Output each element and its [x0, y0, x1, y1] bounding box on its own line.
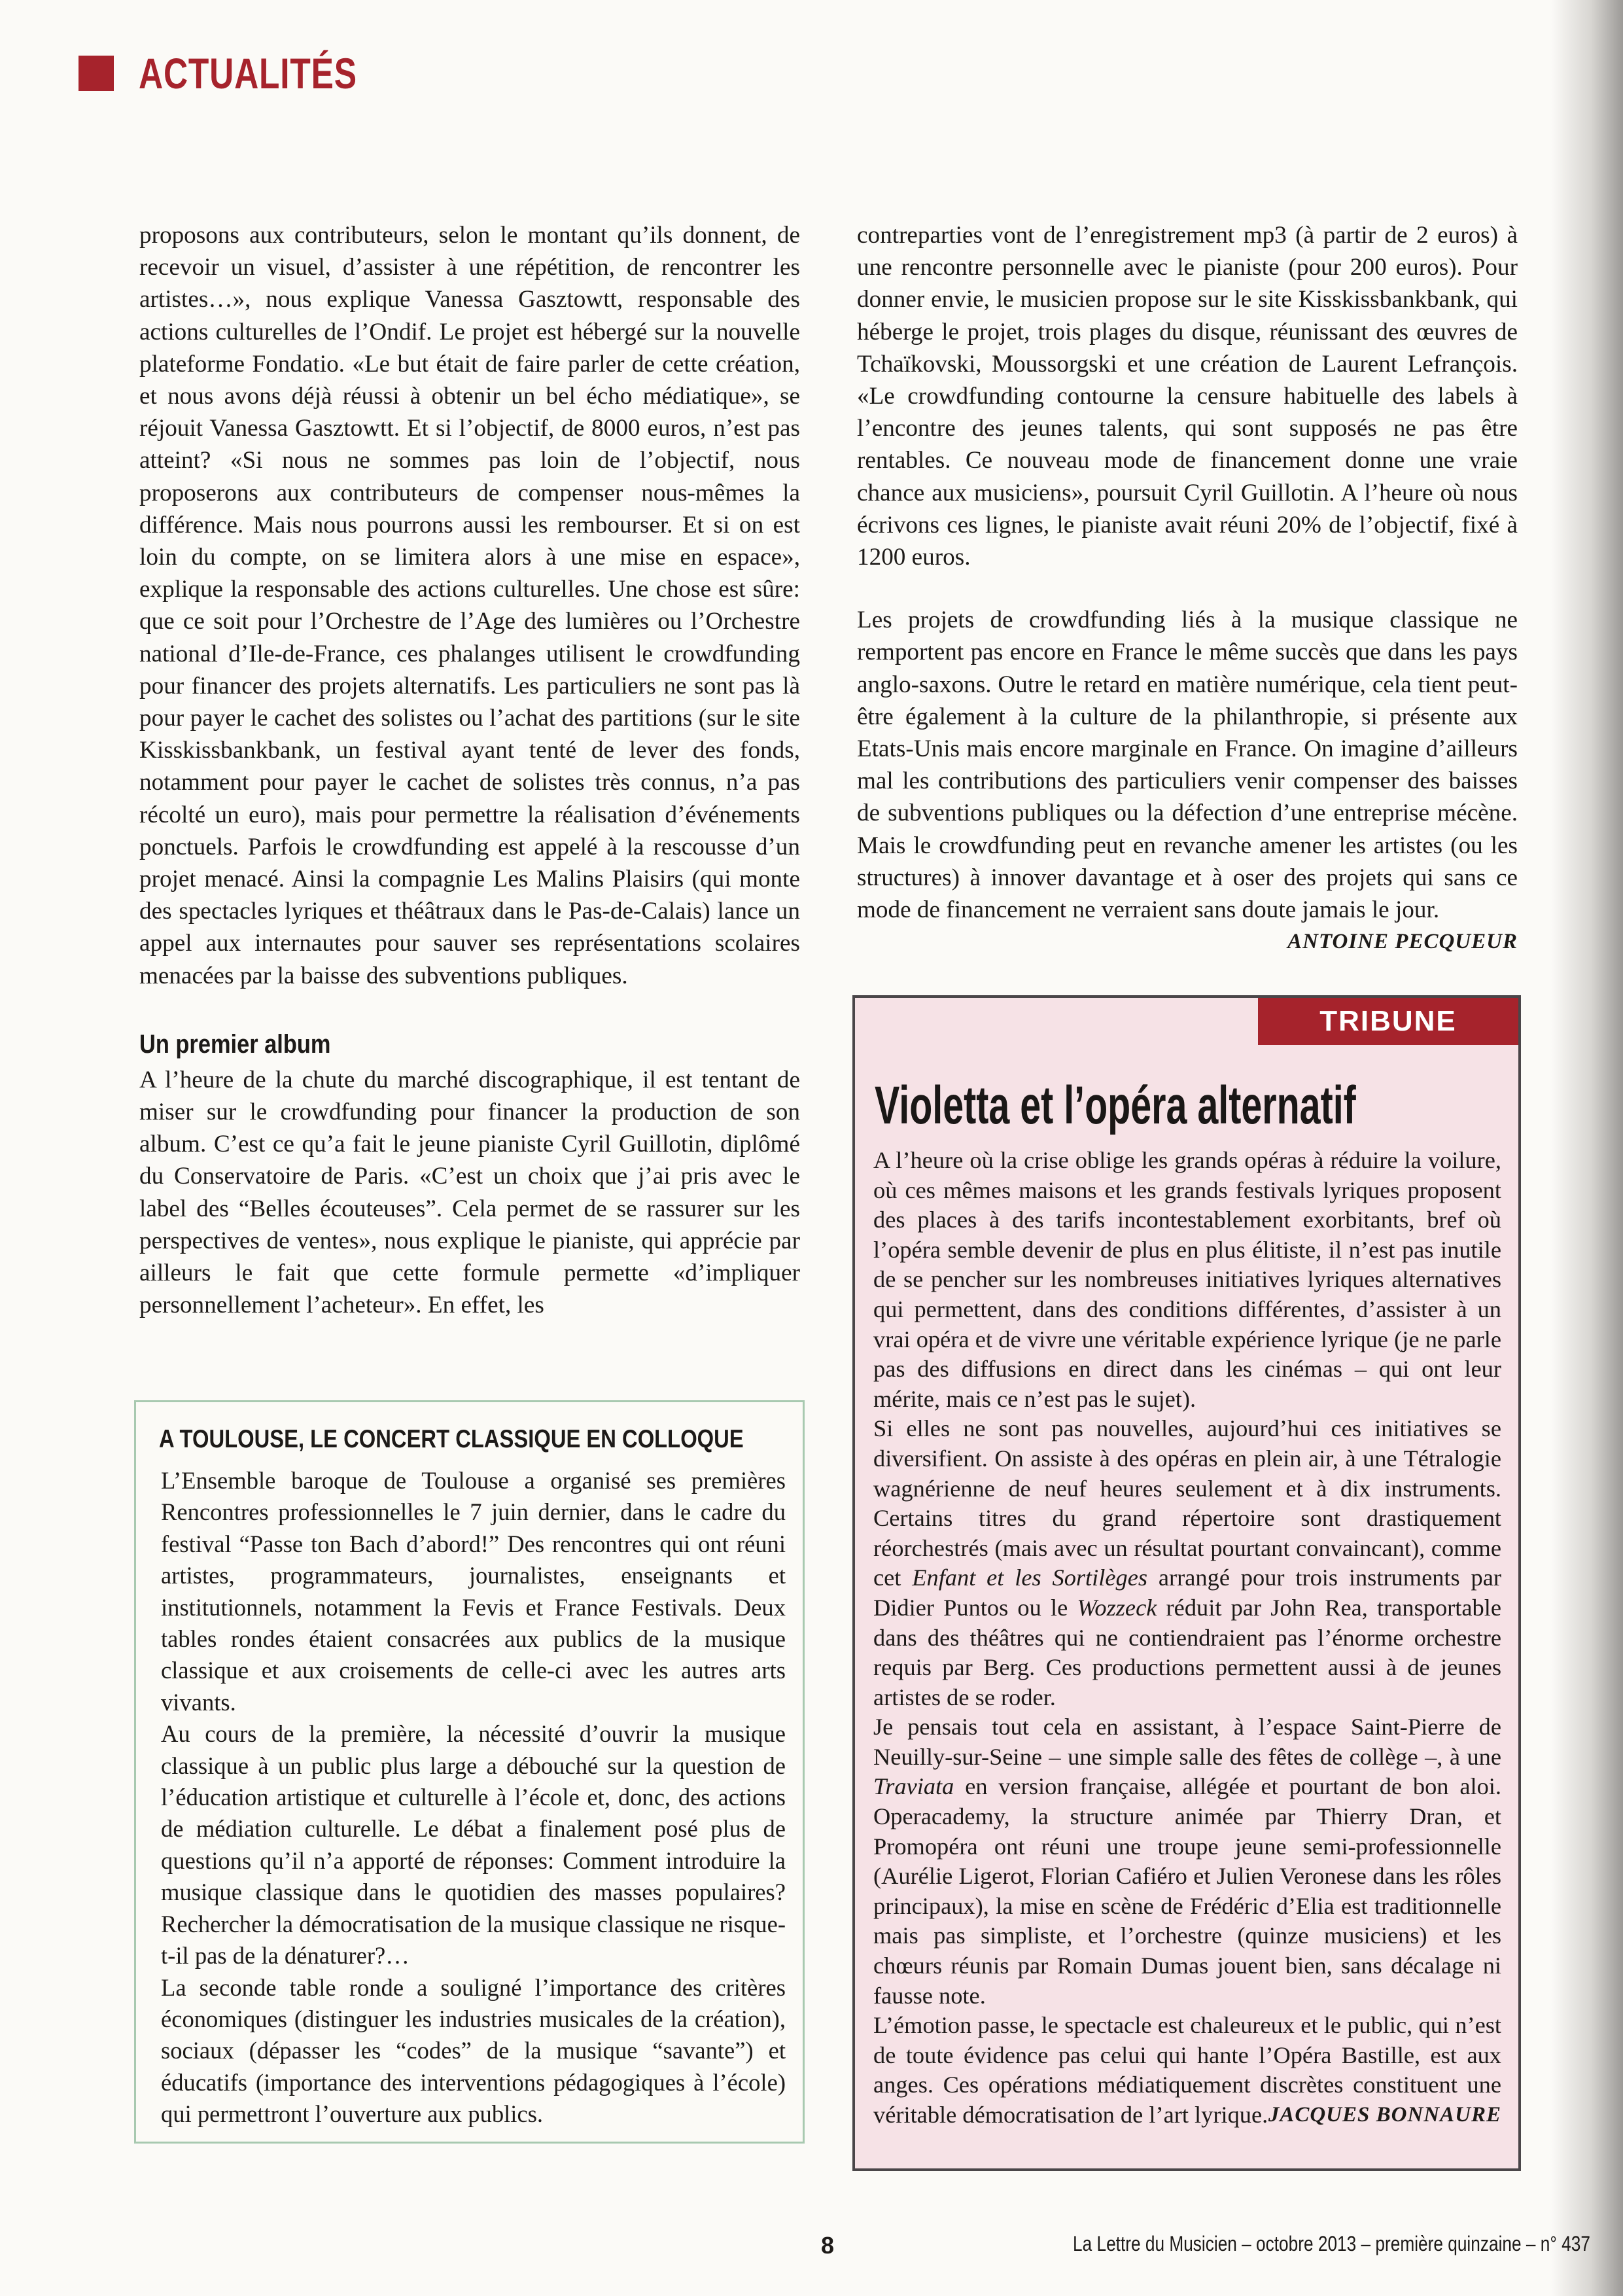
left-column: [139, 219, 800, 1322]
tribune-paragraph-2: [873, 1414, 1501, 1712]
title-traviata: Traviata: [873, 1773, 954, 1800]
tribune-p3-part-a: Je pensais tout cela en assistant, à l’espace Saint-Pierre de Neuilly-sur-Seine – une simple salle des fêtes de collège –, à une: [873, 1714, 1501, 1770]
sidebar-box-title: A TOULOUSE, LE CONCERT CLASSIQUE EN COLLOQUE: [159, 1425, 744, 1453]
title-enfant-et-les-sortileges: Enfant et les Sortilèges: [912, 1564, 1148, 1591]
tribune-p2-part-b: arrangé pour trois instruments par Didier Puntos ou le: [873, 1564, 1501, 1621]
tribune-label: TRIBUNE: [1258, 998, 1518, 1045]
tribune-byline: JACQUES BONNAURE: [1268, 2103, 1501, 2127]
tribune-paragraph-3: [873, 1712, 1501, 2011]
sidebar-paragraph-1: L’Ensemble baroque de Toulouse a organisé ses premières Rencontres professionnelles le 7 juin dernier, dans le cadre du festival “Passe ton Bach d’abord!” Des rencontres qui ont réuni artistes, programmateurs, journalistes, enseignants et institutionnels, notamment la Fevis et France Festivals. Deux tables rondes étaient consacrées aux publics de la musique classique et aux croisements de celle-ci avec les autres arts vivants.: [161, 1467, 786, 1716]
left-paragraph-1: proposons aux contributeurs, selon le montant qu’ils donnent, de recevoir un visuel, d’assister à une répétition, de rencontrer les artistes…», nous explique Vanessa Gasztowtt, responsable des actions culturelles de l’Ondif. Le projet est hébergé sur la nouvelle plateforme Fondatio. «Le but était de faire parler de cette création, et nous avons déjà réussi à obtenir un bel écho médiatique», se réjouit Vanessa Gasztowtt. Et si l’objectif, de 8000 euros, n’est pas atteint? «Si nous ne sommes pas loin de l’objectif, nous proposerons aux contributeurs de compenser nous-mêmes la différence. Mais nous pourrons aussi les rembourser. Et si on est loin du compte, on se limitera alors à une mise en espace», explique la responsable des actions culturelles. Une chose est sûre: que ce soit pour l’Orchestre de l’Age des lumières ou l’Orchestre national d’Ile-de-France, ces phalanges utilisent le crowdfunding pour financer des projets alternatifs. Les particuliers ne sont pas là pour payer le cachet des solistes ou l’achat des partitions (sur le site Kisskissbankbank, un festival ayant tenté de lever des fonds, notamment pour payer le cachet de solistes très connus, n’a pas récolté un euro), mais pour permettre la réalisation d’événements ponctuels. Parfois le crowdfunding est appelé à la rescousse d’un projet menacé. Ainsi la compagnie Les Malins Plaisirs (qui monte des spectacles lyriques et théâtraux dans le Pas-de-Calais) lance un appel aux internautes pour sauver ses représentations scolaires menacées par la baisse des subventions publiques.: [139, 222, 800, 989]
tribune-p2-part-a: Si elles ne sont pas nouvelles, aujourd’hui ces initiatives se diversifient. On assiste à des opéras en plein air, à une Tétralogie wagnérienne de neuf heures seulement et à dix instruments. Certains titres du grand répertoire sont drastiquement réorchestrés (mais avec un résultat pourtant convaincant), comme cet: [873, 1415, 1501, 1591]
publication-footer: La Lettre du Musicien – octobre 2013 – première quinzaine – n° 437: [1073, 2232, 1590, 2255]
sidebar-paragraph-3: La seconde table ronde a souligné l’importance des critères économiques (distinguer les industries musicales de la création), sociaux (dépasser les “codes” de la musique “savante”) et éducatifs (importance des interventions pédagogiques à l’école) qui permettront l’ouverture aux publics.: [161, 1973, 786, 2128]
tribune-p2-part-c: réduit par John Rea, transportable dans des théâtres qui ne contiendraient pas l’énorme orchestre requis par Berg. Ces productions permettent aussi à de jeunes artistes de se roder.: [873, 1594, 1501, 1710]
tribune-p4-text: L’émotion passe, le spectacle est chaleureux et le public, qui n’est de toute évidence pas celui qui hante l’Opéra Bastille, est aux anges. Ces opérations médiatiquement discrètes constituent une véritable démocratisation de l’art lyrique.: [873, 2012, 1501, 2128]
section-marker-square: [79, 56, 114, 91]
right-paragraph-2: [857, 604, 1518, 954]
sidebar-box-body: [161, 1465, 786, 2130]
left-paragraph-2: A l’heure de la chute du marché discographique, il est tentant de miser sur le crowdfunding pour financer la production de son album. C’est ce qu’a fait le jeune pianiste Cyril Guillotin, diplômé du Conservatoire de Paris. «C’est un choix que j’ai pris avec le label des “Belles écouteuses”. Cela permet de se rassurer sur les perspectives de ventes», nous explique le pianiste, qui apprécie par ailleurs le fait que cette formule permette «d’impliquer personnellement l’acheteur». En effet, les: [139, 1066, 800, 1319]
tribune-p3-part-b: en version française, allégée et pourtant de bon aloi. Operacademy, la structure animée par Thierry Dran, et Promopéra ont réuni une troupe jeune semi-professionnelle (Aurélie Ligerot, Florian Cafiéro et Julien Veronese dans les rôles principaux), la mise en scène de Frédéric d’Elia est traditionnelle mais pas simpliste, et l’orchestre (quinze musiciens) et les chœurs réunis par Romain Dumas jouent bien, sans décalage ni fausse note.: [873, 1773, 1501, 2009]
right-paragraph-1: contreparties vont de l’enregistrement mp3 (à partir de 2 euros) à une rencontre personnelle avec le pianiste (pour 200 euros). Pour donner envie, le musicien propose sur le site Kisskissbankbank, qui héberge le projet, trois plages du disque, réunissant des œuvres de Tchaïkovski, Moussorgski et une création de Laurent Lefrançois. «Le crowdfunding contourne la censure habituelle des labels à l’encontre des jeunes talents, qui sont supposés ne pas être rentables. Ce nouveau mode de financement donne une vraie chance aux musiciens», poursuit Cyril Guillotin. A l’heure où nous écrivons ces lignes, le pianiste avait réuni 20% de l’objectif, fixé à 1200 euros.: [857, 222, 1518, 571]
tribune-body: [873, 1146, 1501, 2130]
title-wozzeck: Wozzeck: [1077, 1594, 1157, 1621]
tribune-paragraph-4: [873, 2011, 1501, 2130]
sidebar-box-toulouse: [134, 1400, 805, 2144]
page-edge-shadow: [1551, 0, 1623, 2296]
section-title: ACTUALITÉS: [139, 49, 357, 97]
sidebar-paragraph-2: Au cours de la première, la nécessité d’ouvrir la musique classique à un public plus large a débouché sur la question de l’éducation artistique et culturelle à l’école et, donc, des actions de médiation culturelle. Le débat a finalement posé plus de questions qu’il n’a apporté de réponses: Comment introduire la musique classique dans le quotidien des masses populaires? Rechercher la démocratisation de la musique classique ne risque-t-il pas de la dénaturer?…: [161, 1720, 786, 1969]
tribune-title: Violetta et l’opéra alternatif: [875, 1076, 1356, 1135]
right-column: [857, 219, 1518, 958]
article-byline: ANTOINE PECQUEUR: [1287, 930, 1518, 954]
tribune-box: [852, 995, 1521, 2171]
tribune-paragraph-1: A l’heure où la crise oblige les grands opéras à réduire la voilure, où ces mêmes maisons et les grands festivals lyriques proposent des places à des tarifs incontestablement exorbitants, bref où l’opéra semble devenir de plus en plus élitiste, il n’est pas inutile de se pencher sur les nombreuses initiatives lyriques alternatives qui permettent, dans des conditions différentes, d’assister à un vrai opéra et de vivre une véritable expérience lyrique (je ne parle pas des diffusions en direct dans les cinémas – qui ont leur mérite, mais ce n’est pas le sujet).: [873, 1147, 1501, 1412]
subheading-premier-album: Un premier album: [139, 1029, 331, 1059]
section-header: [79, 41, 419, 106]
right-paragraph-2-text: Les projets de crowdfunding liés à la musique classique ne remportent pas encore en France le même succès que dans les pays anglo-saxons. Outre le retard en matière numérique, cela tient peut-être également à la culture de la philanthropie, si présente aux Etats-Unis mais encore marginale en France. On imagine d’ailleurs mal les contributions des particuliers venir compenser des baisses de subventions publiques ou la défection d’une entreprise mécène. Mais le crowdfunding peut en revanche amener les artistes (ou les structures) à innover davantage et à oser des projets qui sans ce mode de financement ne verraient sans doute jamais le jour.: [857, 607, 1518, 924]
page-number: 8: [821, 2232, 835, 2259]
